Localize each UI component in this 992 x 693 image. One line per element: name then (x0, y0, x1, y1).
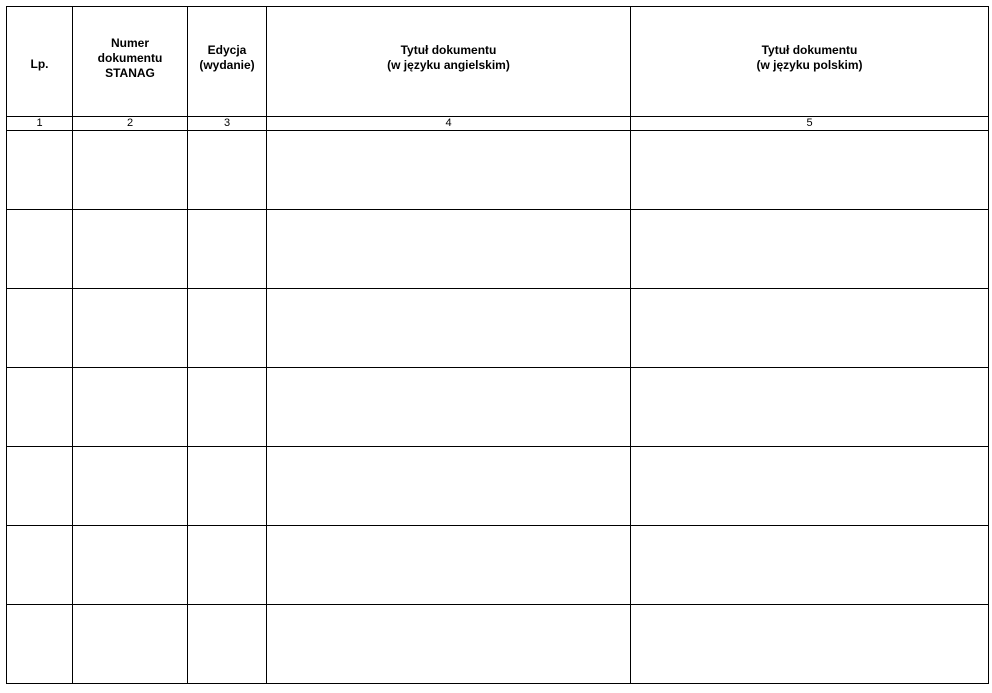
table-cell[interactable] (73, 605, 188, 684)
table-cell[interactable] (7, 368, 73, 447)
header-label-title-polish: Tytuł dokumentu (w języku polskim) (756, 42, 863, 72)
table-cell[interactable] (188, 447, 267, 526)
table-cell[interactable] (73, 368, 188, 447)
table-cell[interactable] (7, 605, 73, 684)
stanag-documents-table (6, 6, 989, 684)
header-cell-edition (188, 7, 267, 117)
table-cell[interactable] (267, 289, 631, 368)
table-cell[interactable] (7, 526, 73, 605)
table-cell[interactable] (7, 289, 73, 368)
table-cell[interactable] (267, 447, 631, 526)
table-cell[interactable] (631, 289, 989, 368)
table-cell[interactable] (188, 368, 267, 447)
table-cell[interactable] (73, 447, 188, 526)
table-cell[interactable] (73, 526, 188, 605)
table-cell[interactable] (631, 526, 989, 605)
table-cell[interactable] (7, 131, 73, 210)
table-row (7, 447, 989, 526)
table-cell[interactable] (73, 289, 188, 368)
header-label-lp: Lp. (30, 57, 49, 71)
header-cell-stanag-number (73, 7, 188, 117)
table-cell[interactable] (7, 210, 73, 289)
table-cell[interactable] (631, 210, 989, 289)
header-label-edition: Edycja (wydanie) (199, 42, 255, 72)
table-cell[interactable] (188, 289, 267, 368)
header-cell-title-english (267, 7, 631, 117)
table-row (7, 526, 989, 605)
table-cell[interactable] (73, 210, 188, 289)
table-cell[interactable] (631, 447, 989, 526)
table-row (7, 210, 989, 289)
header-row (7, 7, 989, 117)
column-number-4: 4 (267, 117, 631, 131)
table-cell[interactable] (188, 526, 267, 605)
column-number-row (7, 117, 989, 131)
column-number-2: 2 (73, 117, 188, 131)
header-cell-title-polish (631, 7, 989, 117)
header-label-stanag-number: Numer dokumentu STANAG (97, 36, 163, 80)
column-number-3: 3 (188, 117, 267, 131)
table-cell[interactable] (267, 605, 631, 684)
header-cell-lp (7, 7, 73, 117)
table-row (7, 368, 989, 447)
table-cell[interactable] (188, 210, 267, 289)
table-cell[interactable] (188, 605, 267, 684)
column-number-5: 5 (631, 117, 989, 131)
table-cell[interactable] (267, 526, 631, 605)
table-cell[interactable] (631, 368, 989, 447)
header-label-title-english: Tytuł dokumentu (w języku angielskim) (387, 42, 510, 72)
table-row (7, 289, 989, 368)
table-cell[interactable] (188, 131, 267, 210)
table-cell[interactable] (631, 131, 989, 210)
table-cell[interactable] (267, 368, 631, 447)
table-cell[interactable] (267, 131, 631, 210)
table-row (7, 605, 989, 684)
table-cell[interactable] (7, 447, 73, 526)
column-number-1: 1 (7, 117, 73, 131)
table-cell[interactable] (631, 605, 989, 684)
table-cell[interactable] (73, 131, 188, 210)
table-row (7, 131, 989, 210)
table-cell[interactable] (267, 210, 631, 289)
